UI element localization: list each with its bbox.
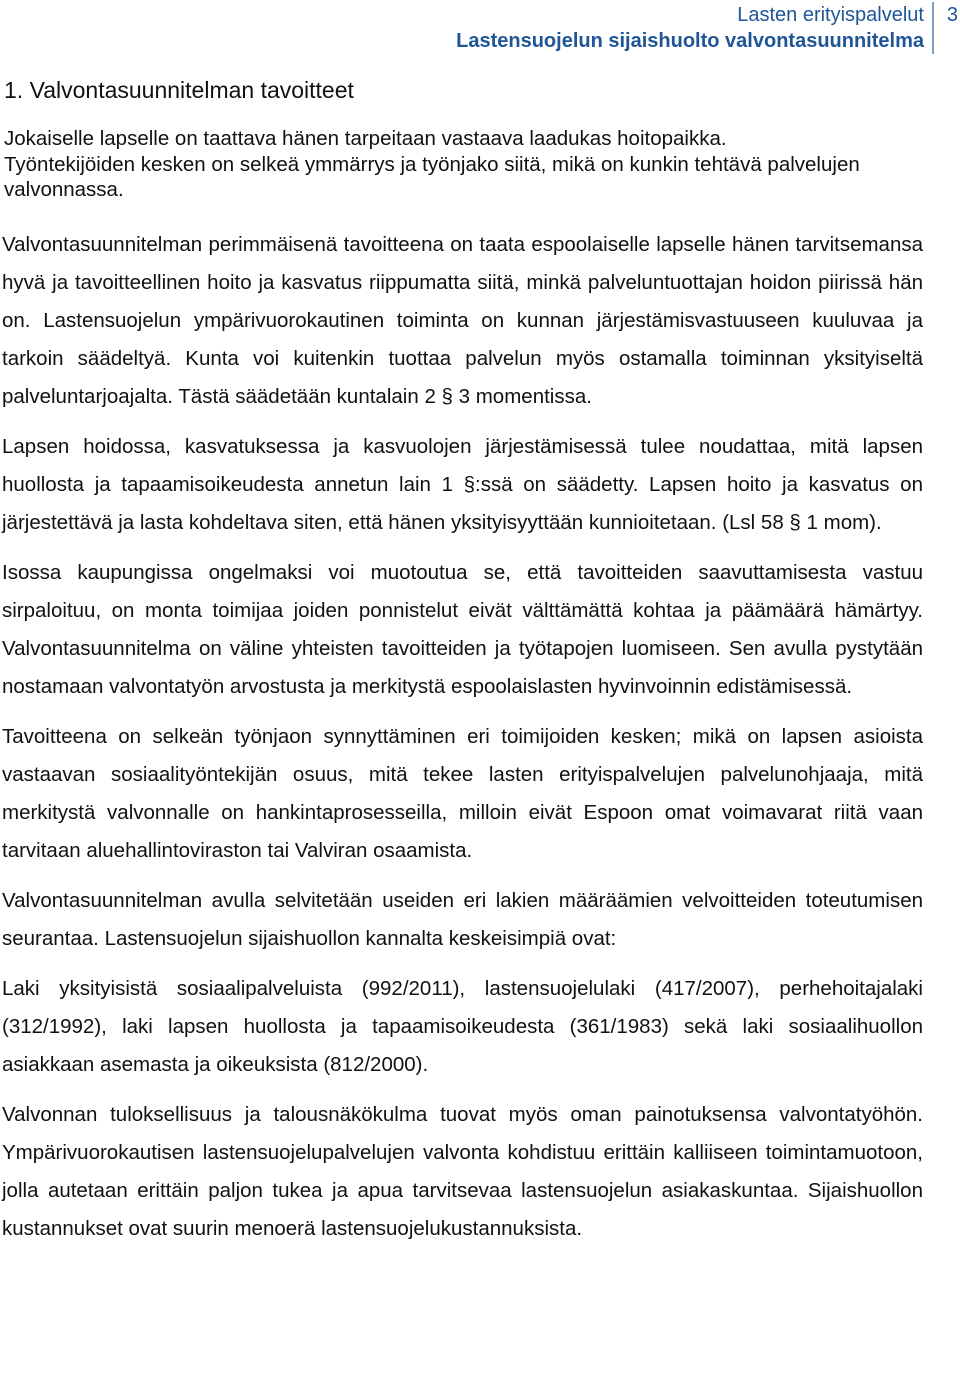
intro-block — [4, 126, 904, 203]
page-number: 3 — [946, 4, 958, 26]
header-text — [456, 2, 924, 54]
paragraph-6: Laki yksityisistä sosiaalipalveluista (992/2011), lastensuojelulaki (417/2007), perhehoitajalaki (312/1992), laki lapsen huollosta ja tapaamisoikeudesta (361/1983) sekä laki sosiaalihuollon asiakkaan asemasta ja oikeuksista (812/2000). — [2, 977, 923, 1076]
paragraph-3: Isossa kaupungissa ongelmaksi voi muotoutua se, että tavoitteiden saavuttamisesta vastuu sirpaloituu, on monta toimijaa joiden ponnistelut eivät välttämättä kohtaa ja päämäärä hämärtyy. Valvontasuunnitelma on väline yhteisten tavoitteiden ja työtapojen luomiseen. Sen avulla pystytään nostamaan valvontatyön arvostusta ja merkitystä espoolaislasten hyvinvoinnin edistämisessä. — [2, 561, 923, 698]
paragraph-2: Lapsen hoidossa, kasvatuksessa ja kasvuolojen järjestämisessä tulee noudattaa, mitä lapsen huollosta ja tapaamisoikeudesta annetun lain 1 §:ssä on säädetty. Lapsen hoito ja kasvatus on järjestettävä ja lasta kohdeltava siten, että hänen yksityisyyttään kunnioitetaan. (Lsl 58 § 1 mom). — [2, 435, 923, 534]
paragraph-7: Valvonnan tuloksellisuus ja talousnäkökulma tuovat myös oman painotuksensa valvontatyöhön. Ympärivuorokautisen lastensuojelupalvelujen valvonta kohdistuu erittäin kalliiseen toimintamuotoon, jolla autetaan erittäin paljon tukea ja apua tarvitsevaa lastensuojelun asiakaskuntaa. Sijaishuollon kustannukset ovat suurin menoerä lastensuojelukustannuksista. — [2, 1103, 923, 1240]
page-header — [0, 2, 960, 54]
paragraph-4: Tavoitteena on selkeän työnjaon synnyttäminen eri toimijoiden kesken; mikä on lapsen asioista vastaavan sosiaalityöntekijän osuus, mitä tekee lasten erityispalvelujen palvelunohjaaja, mitä merkitystä valvonnalle on hankintaprosesseilla, milloin eivät Espoon omat voimavarat riitä vaan tarvitaan aluehallintoviraston tai Valviran osaamista. — [2, 725, 923, 862]
intro-line-1: Jokaiselle lapselle on taattava hänen tarpeitaan vastaava laadukas hoitopaikka. — [4, 127, 727, 150]
section-heading: 1. Valvontasuunnitelman tavoitteet — [4, 77, 354, 103]
header-divider — [932, 2, 934, 54]
paragraph-1: Valvontasuunnitelman perimmäisenä tavoitteena on taata espoolaiselle lapselle hänen tarvitsemansa hyvä ja tavoitteellinen hoito ja kasvatus riippumatta siitä, minkä palveluntuottajan hoidon piirissä hän on. Lastensuojelun ympärivuorokautinen toiminta on kunnan järjestämisvastuuseen kuuluvaa ja tarkoin säädeltyä. Kunta voi kuitenkin tuottaa palvelun myös ostamalla toiminnan yksityiseltä palveluntarjoajalta. Tästä säädetään kuntalain 2 § 3 momentissa. — [2, 233, 923, 408]
intro-line-2: Työntekijöiden kesken on selkeä ymmärrys ja työnjako siitä, mikä on kunkin tehtävä palvelujen valvonnassa. — [4, 152, 860, 201]
body-text — [2, 226, 923, 1260]
header-document-title: Lastensuojelun sijaishuolto valvontasuunnitelma — [456, 30, 924, 52]
header-department: Lasten erityispalvelut — [737, 4, 924, 26]
paragraph-5: Valvontasuunnitelman avulla selvitetään useiden eri lakien määräämien velvoitteiden toteutumisen seurantaa. Lastensuojelun sijaishuollon kannalta keskeisimpiä ovat: — [2, 889, 923, 950]
